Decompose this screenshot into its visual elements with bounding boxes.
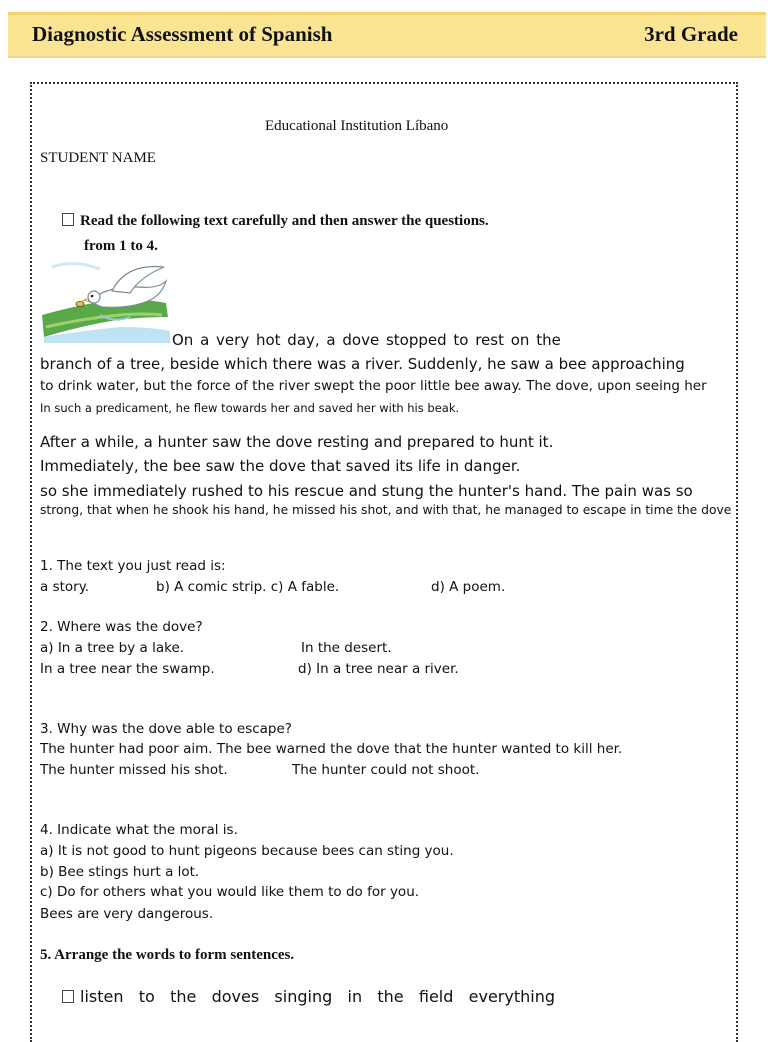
- checkbox-icon: [62, 990, 74, 1003]
- q4-option-c: c) Do for others what you would like them to do for you.: [40, 884, 420, 900]
- story-p2-line-2: Immediately, the bee saw the dove that saved its life in danger.: [40, 457, 521, 475]
- q4-option-a: a) It is not good to hunt pigeons because bees can sting you.: [40, 843, 454, 859]
- story-p1-line-2: branch of a tree, beside which there was a river. Suddenly, he saw a bee approaching: [40, 355, 685, 373]
- q2-option-b: In the desert.: [301, 640, 392, 656]
- student-name-label: STUDENT NAME: [40, 150, 156, 166]
- story-p2-line-3: so she immediately rushed to his rescue and stung the hunter's hand. The pain was so: [40, 482, 693, 500]
- question-5: 5. Arrange the words to form sentences.: [40, 947, 295, 963]
- question-1: 1. The text you just read is:: [40, 558, 226, 574]
- q4-option-d: Bees are very dangerous.: [40, 906, 214, 922]
- q4-option-b: b) Bee stings hurt a lot.: [40, 864, 200, 880]
- question-4: 4. Indicate what the moral is.: [40, 822, 238, 838]
- q2-option-c: In a tree near the swamp.: [40, 661, 215, 677]
- instruction-line-2: from 1 to 4.: [84, 238, 158, 254]
- story-p2-line-4: strong, that when he shook his hand, he missed his shot, and with that, he managed to escape in time the dove: [40, 503, 732, 517]
- question-2: 2. Where was the dove?: [40, 619, 203, 635]
- grade-label: 3rd Grade: [644, 22, 738, 46]
- document-title: Diagnostic Assessment of Spanish: [32, 22, 333, 46]
- story-p2-line-1: After a while, a hunter saw the dove resting and prepared to hunt it.: [40, 433, 554, 451]
- q1-option-b-c: b) A comic strip. c) A fable.: [156, 579, 340, 595]
- dove-illustration: [40, 257, 172, 343]
- question-3: 3. Why was the dove able to escape?: [40, 721, 292, 737]
- q2-option-a: a) In a tree by a lake.: [40, 640, 185, 656]
- q1-option-d: d) A poem.: [431, 579, 506, 595]
- q3-option-c: The hunter missed his shot.: [40, 762, 228, 778]
- instruction-line-1: Read the following text carefully and then answer the questions.: [62, 213, 489, 230]
- story-p1-line-1: On a very hot day, a dove stopped to rest on the: [172, 331, 561, 349]
- story-p1-line-3: to drink water, but the force of the river swept the poor little bee away. The dove, upon seeing her: [40, 378, 707, 394]
- q1-option-a: a story.: [40, 579, 90, 595]
- institution-name: Educational Institution Líbano: [265, 118, 449, 134]
- q2-option-d: d) In a tree near a river.: [298, 661, 459, 677]
- q5-word-list: listen to the doves singing in the field everything: [62, 987, 555, 1006]
- page-header: [8, 12, 766, 58]
- checkbox-icon: [62, 213, 74, 226]
- story-p1-line-4: In such a predicament, he flew towards her and saved her with his beak.: [40, 401, 460, 415]
- q3-option-d: The hunter could not shoot.: [292, 762, 480, 778]
- q3-option-a-b: The hunter had poor aim. The bee warned the dove that the hunter wanted to kill her.: [40, 741, 623, 757]
